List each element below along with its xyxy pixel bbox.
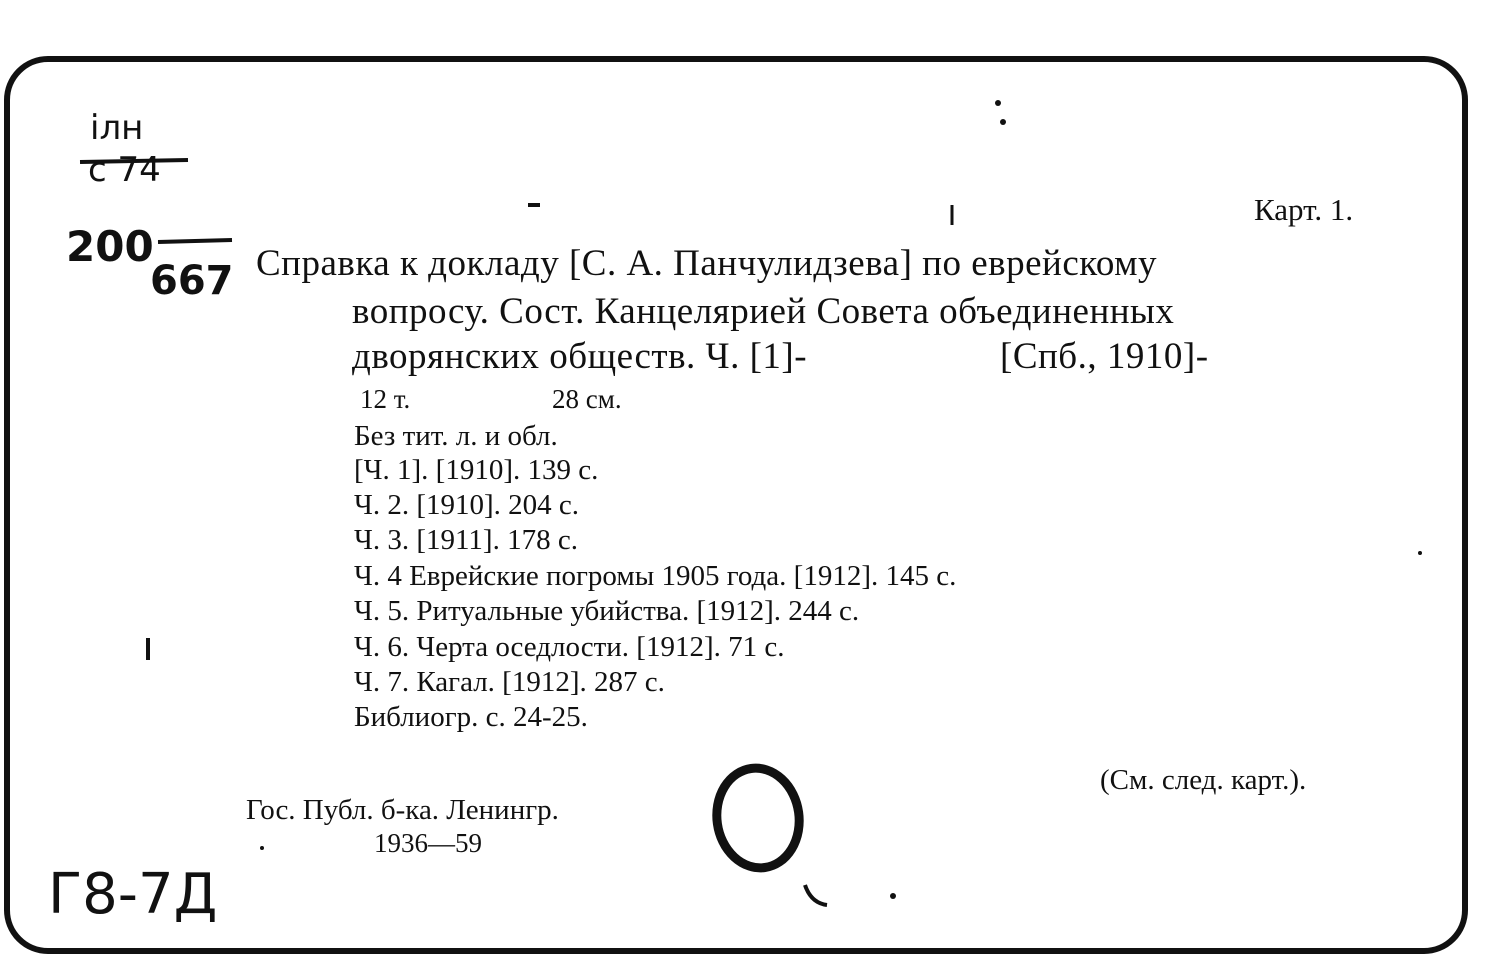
speck — [995, 100, 1001, 106]
title-line-3: дворянских обществ. Ч. [1]- — [352, 336, 808, 377]
title-line-4: [Спб., 1910]- — [1000, 336, 1209, 377]
shelfmark-top: ілн — [90, 108, 144, 148]
note-line: Без тит. л. и обл. — [354, 420, 558, 452]
note-line: Библиогр. с. 24-25. — [354, 701, 588, 733]
note-line: Ч. 2. [1910]. 204 с. — [354, 489, 580, 521]
shelfmark-bottom-code: Г8-7Д — [48, 862, 218, 927]
punch-hole — [710, 763, 805, 873]
note-line: Ч. 4 Еврейские погромы 1905 года. [1912]. 145 с. — [354, 560, 957, 592]
speck — [1418, 551, 1422, 555]
shelfmark-bottom: с 74 — [88, 150, 161, 190]
title-line-1: Справка к докладу [С. А. Панчулидзева] по еврейскому — [256, 243, 1158, 284]
note-line: Ч. 5. Ритуальные убийства. [1912]. 244 с. — [354, 595, 860, 627]
card-number: Карт. 1. — [1254, 192, 1354, 227]
see-next-card: (См. след. карт.). — [1100, 764, 1307, 796]
note-line: [Ч. 1]. [1910]. 139 с. — [354, 454, 599, 486]
shelfmark-rule-bottom — [158, 240, 232, 242]
size: 28 см. — [552, 384, 622, 414]
note-line: Ч. 3. [1911]. 178 с. — [354, 524, 578, 556]
hole-speck — [805, 885, 827, 905]
note-line: Ч. 6. Черта оседлости. [1912]. 71 с. — [354, 631, 785, 663]
speck — [260, 846, 264, 850]
speck — [890, 893, 896, 899]
title-line-2: вопросу. Сост. Канцелярией Совета объединенных — [352, 291, 1175, 332]
library-years: 1936—59 — [374, 828, 482, 858]
library-name: Гос. Публ. б-ка. Ленингр. — [246, 794, 559, 826]
shelfmark-number: 200 — [66, 222, 154, 271]
format-prefix: 12 т. — [360, 384, 411, 414]
note-line: Ч. 7. Кагал. [1912]. 287 с. — [354, 666, 665, 698]
shelfmark-subnumber: 667 — [150, 258, 234, 304]
speck — [1000, 119, 1006, 125]
